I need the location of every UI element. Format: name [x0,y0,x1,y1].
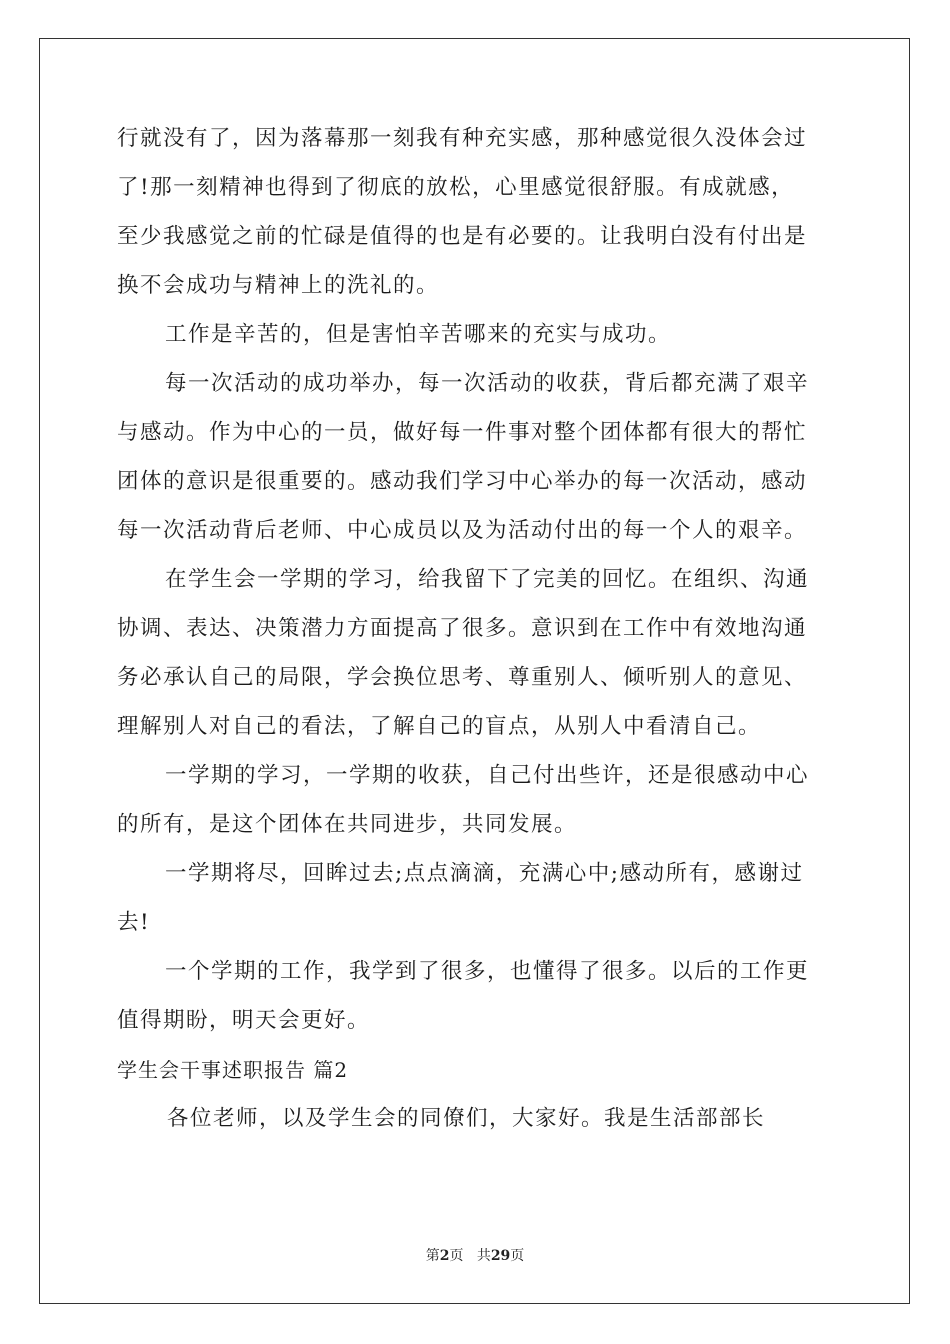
page-number: 2 [439,1248,450,1264]
text-line: 与感动。作为中心的一员，做好每一件事对整个团体都有很大的帮忙 [117,420,808,445]
text-line: 团体的意识是很重要的。感动我们学习中心举办的每一次活动，感动 [117,469,808,494]
section-heading: 学生会干事述职报告 篇2 [117,1058,349,1082]
total-prefix: 共 [476,1248,491,1264]
page-suffix: 页 [449,1248,464,1264]
text-line: 每一次活动的成功举办，每一次活动的收获，背后都充满了艰辛 [165,371,810,396]
text-line: 每一次活动背后老师、中心成员以及为活动付出的每一个人的艰辛。 [117,518,808,543]
text-line: 至少我感觉之前的忙碌是值得的也是有必要的。让我明白没有付出是 [117,224,808,249]
text-line: 工作是辛苦的，但是害怕辛苦哪来的充实与成功。 [165,322,672,347]
text-line: 的所有，是这个团体在共同进步，共同发展。 [117,812,578,837]
text-line: 务必承认自己的局限，学会换位思考、尊重别人、倾听别人的意见、 [117,665,808,690]
text-line: 在学生会一学期的学习，给我留下了完美的回忆。在组织、沟通 [165,567,810,592]
text-line: 一个学期的工作，我学到了很多，也懂得了很多。以后的工作更 [165,959,810,984]
text-line: 行就没有了，因为落幕那一刻我有种充实感，那种感觉很久没体会过 [117,126,808,151]
text-line: 理解别人对自己的看法，了解自己的盲点，从别人中看清自己。 [117,714,762,739]
total-suffix: 页 [510,1248,525,1264]
text-line: 了!那一刻精神也得到了彻底的放松，心里感觉很舒服。有成就感， [117,175,795,200]
total-pages: 29 [490,1248,511,1264]
page-prefix: 第 [425,1248,440,1264]
text-line: 一学期将尽，回眸过去;点点滴滴，充满心中;感动所有，感谢过 [165,861,804,886]
text-line: 值得期盼，明天会更好。 [117,1008,371,1033]
text-line: 协调、表达、决策潜力方面提高了很多。意识到在工作中有效地沟通 [117,616,808,641]
text-line: 换不会成功与精神上的洗礼的。 [117,273,440,298]
page-footer [0,1246,950,1266]
text-line: 各位老师，以及学生会的同僚们，大家好。我是生活部部长 [167,1106,766,1131]
text-line: 去! [117,910,151,935]
text-line: 一学期的学习，一学期的收获，自己付出些许，还是很感动中心 [165,763,810,788]
